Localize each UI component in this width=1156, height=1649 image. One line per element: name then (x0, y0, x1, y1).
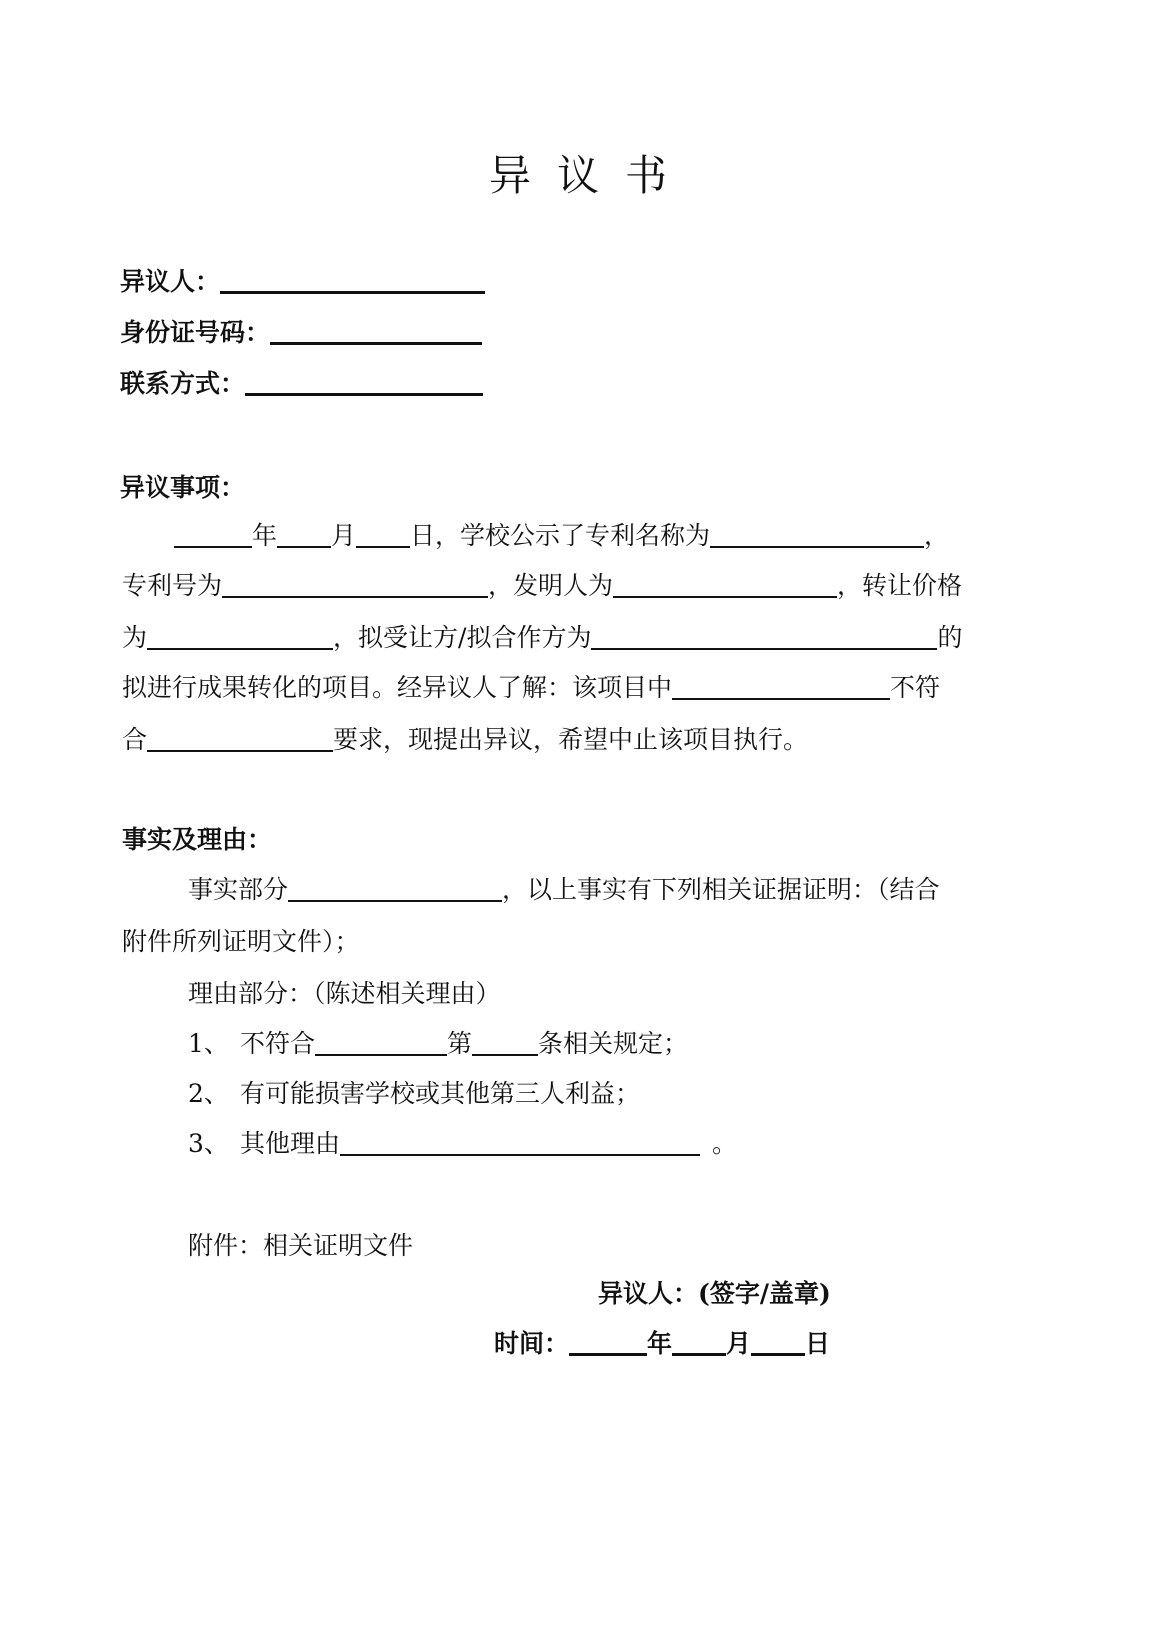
matter-line-3 (122, 620, 962, 656)
sign-year-field[interactable] (569, 1327, 647, 1356)
patent-name-text: 日，学校公示了专利名称为 (410, 521, 711, 550)
reason-item-2 (188, 1076, 640, 1112)
year-text: 年 (252, 521, 278, 550)
inventor-field[interactable] (613, 570, 837, 598)
document-title: 异议书 (488, 151, 693, 200)
matter-line-2 (122, 568, 962, 604)
conform-text: 合 (122, 725, 148, 754)
attachment-note: 附件：相关证明文件 (188, 1231, 414, 1260)
id-number-label: 身份证号码： (120, 318, 271, 347)
applicant-name-row (120, 264, 485, 300)
matter-line-5 (122, 722, 808, 758)
reason-3-text: 其他理由 (240, 1129, 341, 1158)
applicant-name-label: 异议人： (120, 267, 221, 296)
inventor-text: ，发明人为 (488, 571, 614, 600)
sign-day-text: 日 (805, 1329, 831, 1358)
publish-month-field[interactable] (277, 520, 331, 548)
publish-year-field[interactable] (174, 520, 252, 548)
price-text: ，转让价格 (837, 571, 963, 600)
of-text: 的 (937, 623, 963, 652)
reason-2-text: 有可能损害学校或其他第三人利益； (240, 1079, 641, 1108)
not-conform-text: 不符 (890, 673, 941, 702)
applicant-name-field[interactable] (220, 265, 485, 294)
facts-heading: 事实及理由： (122, 825, 273, 854)
price-field[interactable] (147, 622, 333, 650)
facts-line-1 (188, 872, 940, 908)
signature-date-row (494, 1326, 830, 1362)
fact-part-text: 事实部分 (188, 875, 289, 904)
period-text: 。 (712, 1129, 738, 1158)
reason-2-number: 2、 (188, 1079, 229, 1108)
contact-row (120, 366, 483, 402)
sign-year-text: 年 (647, 1329, 673, 1358)
project-issue-field[interactable] (672, 672, 890, 700)
time-label: 时间： (494, 1329, 570, 1358)
regulation-field[interactable] (315, 1028, 447, 1056)
reason-item-1 (188, 1026, 688, 1062)
comma-text: ， (924, 521, 950, 550)
evidence-text: ，以上事实有下列相关证据证明：（结合 (502, 875, 940, 904)
price-cont-text: 为 (122, 623, 148, 652)
signature-label: 异议人：(签字/盖章) (598, 1279, 831, 1308)
related-rules-text: 条相关规定； (538, 1029, 689, 1058)
reason-item-3 (188, 1126, 737, 1162)
fact-field[interactable] (288, 874, 502, 902)
contact-label: 联系方式： (120, 369, 246, 398)
assignee-text: ，拟受让方/拟合作方为 (333, 623, 592, 652)
patent-number-text: 专利号为 (122, 571, 223, 600)
sign-day-field[interactable] (751, 1327, 805, 1356)
reason-3-number: 3、 (188, 1129, 229, 1158)
sign-month-field[interactable] (672, 1327, 726, 1356)
objection-request-text: 要求，现提出异议，希望中止该项目执行。 (333, 725, 809, 754)
article-text: 第 (447, 1029, 473, 1058)
matter-line-1 (174, 518, 949, 554)
matter-heading: 异议事项： (120, 473, 246, 502)
reason-heading: 理由部分：（陈述相关理由） (188, 979, 501, 1008)
month-text: 月 (331, 521, 357, 550)
matter-line-4 (122, 670, 940, 706)
patent-number-field[interactable] (222, 570, 488, 598)
reason-1-text: 不符合 (240, 1029, 316, 1058)
reason-1-number: 1、 (188, 1029, 229, 1058)
assignee-field[interactable] (591, 622, 937, 650)
facts-line-2: 附件所列证明文件）； (122, 927, 360, 956)
article-number-field[interactable] (472, 1028, 538, 1056)
contact-field[interactable] (245, 367, 483, 396)
id-number-field[interactable] (270, 316, 482, 345)
id-number-row (120, 315, 482, 351)
patent-name-field[interactable] (710, 520, 924, 548)
other-reason-field[interactable] (340, 1128, 700, 1156)
project-text: 拟进行成果转化的项目。经异议人了解：该项目中 (122, 673, 673, 702)
requirement-field[interactable] (147, 724, 333, 752)
publish-day-field[interactable] (356, 520, 410, 548)
sign-month-text: 月 (726, 1329, 752, 1358)
